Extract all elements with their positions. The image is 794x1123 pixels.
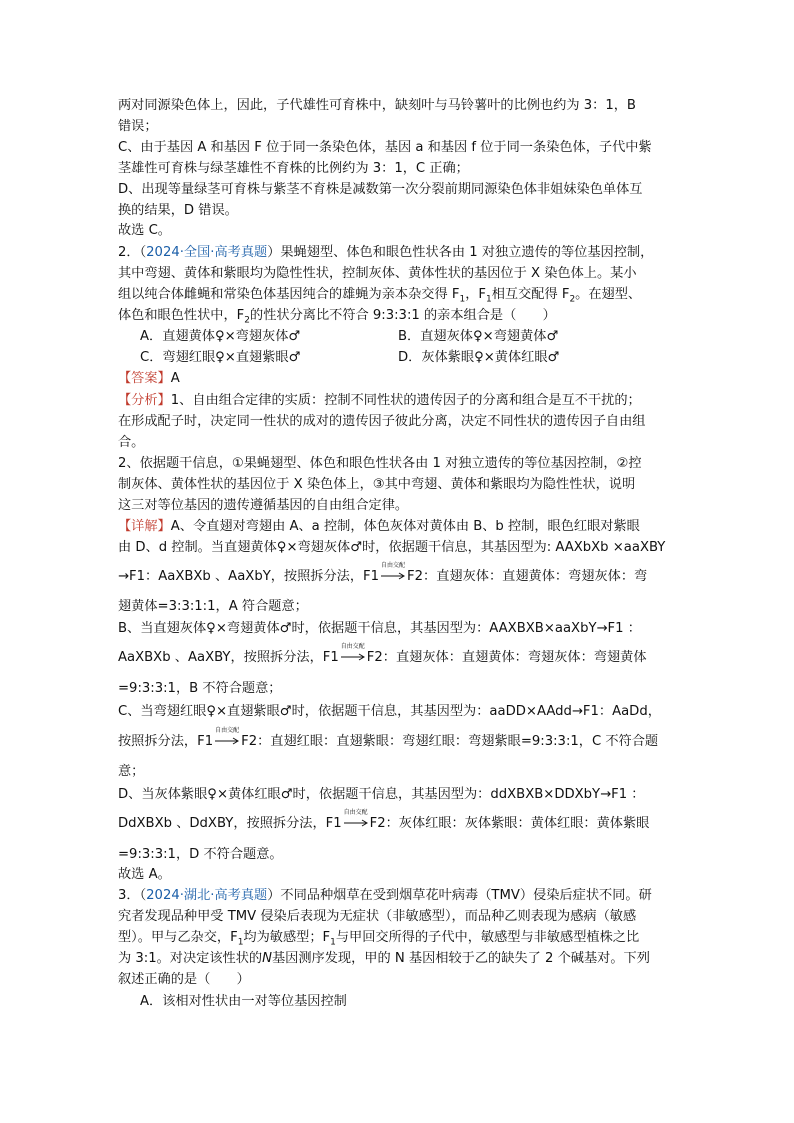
detail-line: D、当灰体紫眼♀×黄体红眼♂时，依据题干信息，其基因型为：ddXBXB×DDXbY→F1 ：: [118, 787, 645, 802]
cross-arrow: 自由交配: [343, 816, 369, 830]
cross-arrow: 自由交配: [380, 569, 406, 583]
question-source[interactable]: 2024·全国·高考真题: [146, 245, 268, 260]
detail-line: AaXBXb 、AaXBY，按照拆分法，F1 自由交配 F2：直翅灰体：直翅黄体：弯翅灰体：弯翅黄体: [118, 643, 647, 665]
analysis-line: 合。: [118, 435, 145, 450]
cross-arrow: 自由交配: [214, 734, 240, 748]
explanation-line: 换的结果，D 错误。: [118, 203, 238, 218]
option-b[interactable]: B．直翅灰体♀×弯翅黄体♂: [398, 329, 559, 344]
question-2-stem: 2．（2024·全国·高考真题）果蝇翅型、体色和眼色性状各由 1 对独立遗传的等位基因控制，: [118, 245, 654, 260]
explanation-line: 两对同源染色体上，因此，子代雄性可育株中，缺刻叶与马铃薯叶的比例也约为 3：1，B: [118, 98, 636, 113]
final-choice: 故选 A。: [118, 867, 171, 882]
question-2-stem: 组以纯合体雌蝇和常染色体基因纯合的雄蝇为亲本杂交得 $F_1$，$F_1$相互交配得 $F_2$。在翅型、: [118, 287, 642, 305]
detail-line: 意；: [118, 764, 145, 779]
analysis-line: 这三对等位基因的遗传遵循基因的自由组合定律。: [118, 498, 409, 513]
analysis-tag: 【分析】: [118, 393, 171, 408]
detail-line: 【详解】A、令直翅对弯翅由 A、a 控制，体色灰体对黄体由 B、b 控制，眼色红眼对紫眼: [118, 519, 640, 534]
question-3-stem: 3．（2024·湖北·高考真题）不同品种烟草在受到烟草花叶病毒（TMV）侵染后症状不同。研: [118, 888, 652, 903]
question-2-stem: 体色和眼色性状中，$F_2$的性状分离比不符合 9:3:3:1 的亲本组合是（ ）: [118, 308, 556, 326]
option-d[interactable]: D．灰体紫眼♀×黄体红眼♂: [398, 350, 560, 365]
option-a[interactable]: A．该相对性状由一对等位基因控制: [140, 994, 347, 1009]
explanation-line: C、由于基因 A 和基因 F 位于同一条染色体，基因 a 和基因 f 位于同一条染色体，子代中紫: [118, 140, 652, 155]
cross-arrow: 自由交配: [340, 650, 366, 664]
question-number: 2．（: [118, 245, 147, 260]
analysis-line: 制灰体、黄体性状的基因位于 X 染色体上，③其中弯翅、黄体和紫眼均为隐性性状，说明: [118, 477, 636, 492]
explanation-line: 错误；: [118, 119, 158, 134]
detail-line: 按照拆分法，F1 自由交配 F2：直翅红眼：直翅紫眼：弯翅红眼：弯翅紫眼=9:3:3:1，C 不符合题: [118, 727, 659, 749]
analysis-line: 2、依据题干信息，①果蝇翅型、体色和眼色性状各由 1 对独立遗传的等位基因控制，②控: [118, 456, 642, 471]
detail-line: →F1：AaXBXb 、AaXbY，按照拆分法，F1 自由交配 F2：直翅灰体：直翅黄体：弯翅灰体：弯: [118, 562, 648, 584]
question-2-stem: 其中弯翅、黄体和紫眼均为隐性性状，控制灰体、黄体性状的基因位于 X 染色体上。某小: [118, 266, 637, 281]
question-3-stem: 为 3:1。对决定该性状的N基因测序发现，甲的 N 基因相较于乙的缺失了 2 个碱基对。下列: [118, 951, 650, 966]
question-3-stem: 型）。甲与乙杂交，$F_1$均为敏感型；$F_1$与甲回交所得的子代中，敏感型与非敏感型植株之比: [118, 930, 640, 948]
detail-line: DdXBXb 、DdXBY，按照拆分法，F1 自由交配 F2：灰体红眼：灰体紫眼：黄体红眼：黄体紫眼: [118, 809, 650, 831]
option-a[interactable]: A．直翅黄体♀×弯翅灰体♂: [140, 329, 301, 344]
question-source[interactable]: 2024·湖北·高考真题: [146, 888, 268, 903]
question-3-stem: 叙述正确的是（ ）: [118, 972, 250, 987]
question-number: 3．（: [118, 888, 147, 903]
detail-line: C、当弯翅红眼♀×直翅紫眼♂时，依据题干信息，其基因型为：aaDD×AAdd→F1：AaDd，: [118, 704, 661, 719]
explanation-line: D、出现等量绿茎可育株与紫茎不育株是减数第一次分裂前期同源染色体非姐妹染色单体互: [118, 182, 643, 197]
analysis-line: 【分析】1、自由组合定律的实质：控制不同性状的遗传因子的分离和组合是互不干扰的；: [118, 393, 641, 408]
detail-tag: 【详解】: [118, 519, 171, 534]
detail-line: =9:3:3:1，B 不符合题意；: [118, 681, 282, 696]
explanation-line: 茎雄性可育株与绿茎雄性不育株的比例约为 3：1，C 正确；: [118, 161, 469, 176]
detail-line: 由 D、d 控制。当直翅黄体♀×弯翅灰体♂时，依据题干信息，其基因型为: AAXbXb ×aaXBY: [118, 540, 666, 555]
question-3-stem: 究者发现品种甲受 TMV 侵染后表现为无症状（非敏感型），而品种乙则表现为感病（敏感: [118, 909, 637, 924]
detail-line: =9:3:3:1，D 不符合题意。: [118, 847, 283, 862]
analysis-line: 在形成配子时，决定同一性状的成对的遗传因子彼此分离，决定不同性状的遗传因子自由组: [118, 414, 646, 429]
detail-line: 翅黄体=3:3:1:1，A 符合题意；: [118, 599, 308, 614]
option-c[interactable]: C．弯翅红眼♀×直翅紫眼♂: [140, 350, 301, 365]
final-choice: 故选 C。: [118, 223, 171, 238]
answer: 【答案】A: [118, 371, 180, 386]
detail-line: B、当直翅灰体♀×弯翅黄体♂时，依据题干信息，其基因型为：AAXBXB×aaXbY→F1 ：: [118, 621, 641, 636]
answer-tag: 【答案】: [118, 371, 171, 386]
